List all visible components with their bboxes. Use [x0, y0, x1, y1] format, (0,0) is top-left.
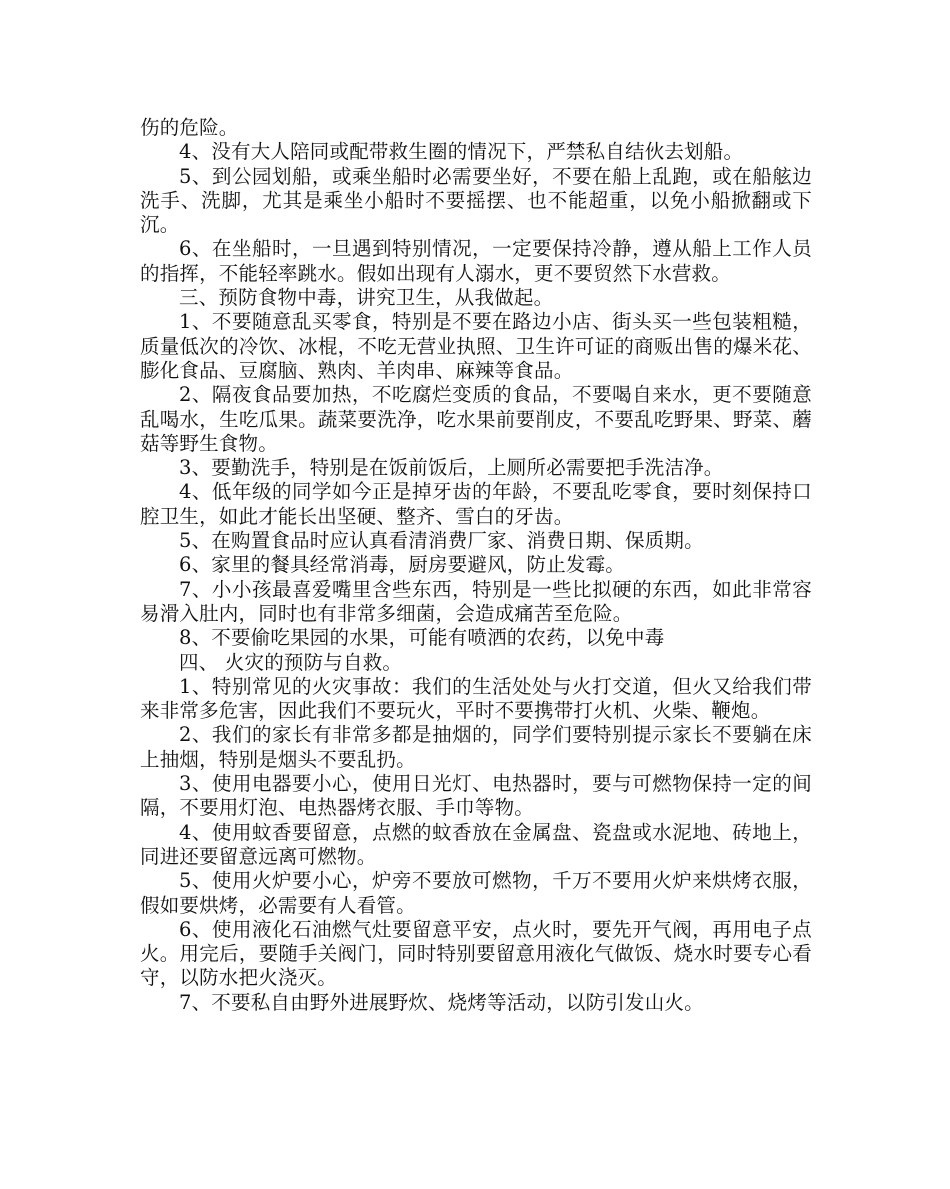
paragraph: 伤的危险。 — [140, 116, 239, 139]
paragraph: 4、低年级的同学如今正是掉牙齿的年龄，不要乱吃零食，要时刻保持口腔卫生，如此才能长出坚硬、整齐、雪白的牙齿。 — [140, 480, 812, 528]
paragraph: 6、家里的餐具经常消毒，厨房要避风，防止发霉。 — [179, 553, 626, 577]
paragraph: 7、小小孩最喜爱嘴里含些东西，特别是一些比拟硬的东西，如此非常容易滑入肚内，同时也有非常多细菌，会造成痛苦至危险。 — [140, 577, 812, 625]
paragraph: 2、我们的家长有非常多都是抽烟的，同学们要特别提示家长不要躺在床上抽烟，特别是烟头不要乱扔。 — [140, 723, 812, 771]
section-heading: 三、预防食物中毒，讲究卫生，从我做起。 — [179, 286, 554, 310]
paragraph: 8、不要偷吃果园的水果，可能有喷洒的农药，以免中毒 — [179, 626, 665, 650]
paragraph: 1、特别常见的火灾事故：我们的生活处处与火打交道，但火又给我们带来非常多危害，因此我们不要玩火，平时不要携带打火机、火柴、鞭炮。 — [140, 674, 812, 723]
paragraph: 5、到公园划船，或乘坐船时必需要坐好，不要在船上乱跑，或在船舷边洗手、洗脚，尤其是乘坐小船时不要摇摆、也不能超重，以免小船掀翻或下沉。 — [140, 164, 812, 237]
paragraph: 5、在购置食品时应认真看清消费厂家、消费日期、保质期。 — [179, 529, 704, 553]
paragraph: 2、隔夜食品要加热，不吃腐烂变质的食品，不要喝自来水，更不要随意乱喝水，生吃瓜果。蔬菜要洗净，吃水果前要削皮，不要乱吃野果、野菜、蘑菇等野生食物。 — [140, 383, 812, 455]
paragraph: 7、不要私自由野外进展野炊、烧烤等活动，以防引发山火。 — [179, 990, 704, 1014]
paragraph: 1、不要随意乱买零食，特别是不要在路边小店、街头买一些包装粗糙，质量低次的冷饮、冰棍，不吃无营业执照、卫生许可证的商贩出售的爆米花、膨化食品、豆腐脑、熟肉、羊肉串、麻辣等食品。 — [140, 310, 812, 382]
paragraph: 6、在坐船时，一旦遇到特别情况，一定要保持冷静，遵从船上工作人员的指挥，不能轻率跳水。假如出现有人溺水，更不要贸然下水营救。 — [140, 237, 812, 285]
paragraph: 4、使用蚊香要留意，点燃的蚊香放在金属盘、瓷盘或水泥地、砖地上，同进还要留意远离可燃物。 — [140, 820, 812, 868]
paragraph: 6、使用液化石油燃气灶要留意平安，点火时，要先开气阀，再用电子点火。用完后，要随手关阀门，同时特别要留意用液化气做饭、烧水时要专心看守，以防水把火浇灭。 — [140, 917, 812, 990]
paragraph: 3、使用电器要小心，使用日光灯、电热器时，要与可燃物保持一定的间隔，不要用灯泡、电热器烤衣服、手巾等物。 — [140, 772, 812, 820]
paragraph: 4、没有大人陪同或配带救生圈的情况下，严禁私自结伙去划船。 — [179, 140, 744, 164]
paragraph: 3、要勤洗手，特别是在饭前饭后，上厕所必需要把手洗洁净。 — [179, 456, 724, 480]
document-body — [140, 116, 812, 1015]
paragraph: 5、使用火炉要小心，炉旁不要放可燃物，千万不要用火炉来烘烤衣服，假如要烘烤，必需要有人看管。 — [140, 869, 812, 917]
section-heading: 四、 火灾的预防与自救。 — [179, 650, 403, 674]
